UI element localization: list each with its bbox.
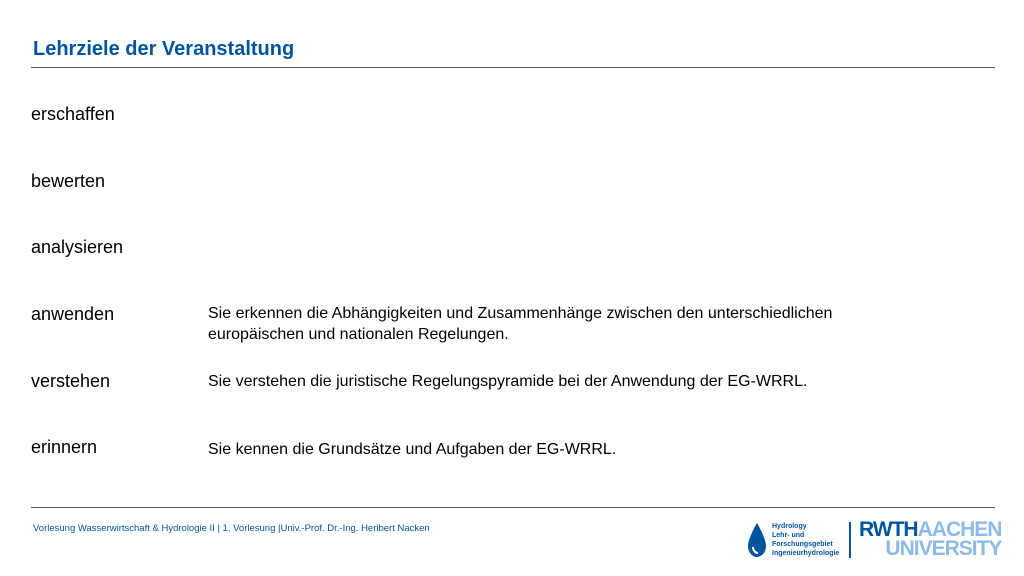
slide-title: Lehrziele der Veranstaltung — [33, 38, 295, 60]
level-anwenden: anwenden — [31, 304, 115, 324]
level-verstehen: verstehen — [31, 371, 111, 391]
description-anwenden: Sie erkennen die Abhängigkeiten und Zusammenhänge zwischen den unterschiedlichen europäischen und nationalen Regelungen. — [208, 305, 833, 343]
hydro-logo-line2: Lehr- und — [772, 532, 805, 539]
logo-divider — [849, 522, 851, 558]
rwth-logo-part1: RWTH — [859, 518, 918, 541]
hydrology-logo — [744, 520, 844, 562]
level-erschaffen: erschaffen — [31, 104, 115, 124]
description-verstehen: Sie verstehen die juristische Regelungspyramide bei der Anwendung der EG-WRRL. — [208, 373, 808, 390]
rwth-logo — [859, 520, 1001, 558]
footer-text: Vorlesung Wasserwirtschaft & Hydrologie II | 1. Vorlesung |Univ.-Prof. Dr.-Ing. Heribert Nacken — [33, 523, 430, 534]
water-drop-icon — [746, 522, 768, 558]
rwth-logo-part2: AACHEN — [917, 518, 1002, 541]
bottom-divider — [31, 507, 995, 508]
top-divider — [31, 67, 995, 68]
level-erinnern: erinnern — [31, 437, 98, 457]
rwth-logo-part3: UNIVERSITY — [885, 537, 1002, 560]
hydro-logo-line1: Hydrology — [772, 523, 807, 530]
description-erinnern: Sie kennen die Grundsätze und Aufgaben der EG-WRRL. — [208, 441, 617, 458]
hydro-logo-line4: Ingenieurhydrologie — [772, 550, 840, 557]
level-bewerten: bewerten — [31, 171, 106, 191]
hydro-logo-line3: Forschungsgebiet — [772, 541, 833, 548]
level-analysieren: analysieren — [31, 237, 124, 257]
